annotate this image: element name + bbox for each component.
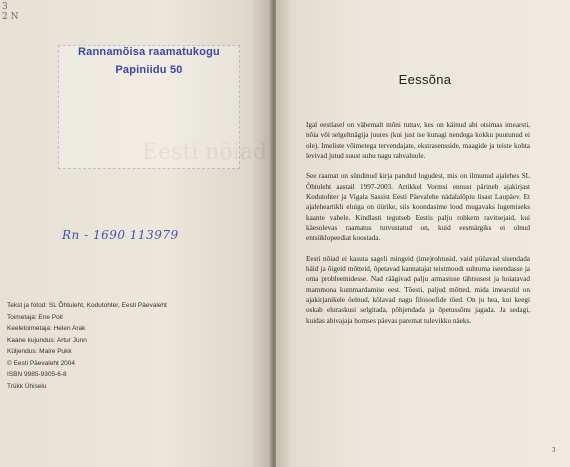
stamp-line-1: Rannamõisa raamatukogu — [78, 46, 220, 58]
library-stamp — [58, 45, 240, 169]
credit-line: Küljendus: Maire Pukk — [7, 348, 72, 355]
credit-line: Trükk Ühiselu — [7, 382, 47, 390]
paragraph: See raamat on sündinud kirja pandud lugudest, mis on ilmunud ajalehes SL Õhtuleht aastail 1997-2003. Artikkel Vormsi ennust pärineb ajakirjast Kodutohter ja Vigala Sassist Eesti Päevalehe nädalalõpiu lisast Laupäev. Et ajaleheartikli eluiga on üürike, siis koondasime lood mugavaks lugemiseks kaante vahele. Kindlasti tegutseb Eestis palju rohkem ravitsejaid, kui käesolevas raamatus tutvustatud on, kuid eesmärgiks ei olnud entsüklopeediat koostada. — [306, 172, 530, 243]
credit-line: Keeletoimetaja: Helen Arak — [7, 325, 86, 332]
credits-block — [7, 300, 207, 392]
paragraph: Igal eestlasel on vähemalt mõni tuttav, kes on käinud abi otsimas imearsti, nõia või selgeltnägija juures (kui just ise kunagi nendega kokku puutunud ei ole). Imeliste võimetega tervendajate, ekstrasensside, maagide ja teiste kohta levivad jutud suust suhu nagu rahvaluule. — [306, 121, 530, 160]
credit-line: ISBN 9985-9305-6-8 — [7, 371, 67, 378]
credit-line: Kaane kujundus: Artur Junn — [7, 336, 87, 344]
handwritten-call-number: Rn - 1690 113979 — [62, 228, 179, 242]
left-page — [0, 0, 272, 467]
page-number: 3 — [552, 446, 556, 454]
credit-line: © Eesti Päevaleht 2004 — [7, 359, 76, 367]
chapter-title: Eessõna — [398, 72, 452, 87]
stamp-line-2: Papiniidu 50 — [115, 64, 183, 76]
foreword-body — [306, 120, 530, 336]
credit-line: Tekst ja fotod: SL Õhtuleht, Kodutohter, Eesti Päevaleht — [7, 302, 167, 309]
credit-line: Toimetaja: Ene Poll — [7, 313, 63, 321]
paragraph: Eesti nõiad ei kasuta sageli mingeid (ime)rohtusid, vaid püüavad sisendada häid ja õigeid mõtteid, õpetavad kannatajat teistmoodi suhtuma iseendasse ja oma probleemidesse. Nad räägivad palju armastuse tähtsusest ja hoiatavad mammona kummardamise eest. Tõesti, paljud mõtted, mida imearstid on ajakirjanikele öelnud, kõlavad nagu filosoofide töed. On ju hea, kui keegi oskab eluraskusi selgitada, põhjendada ja õpetussõnu jagada. Ja sedagi, kuidas abivajaja homses päevas paremat tulevikku näeks. — [306, 254, 530, 325]
corner-pencil-mark: 3 2 N — [2, 2, 19, 22]
show-through-title: Eesti nõiad — [142, 140, 267, 165]
